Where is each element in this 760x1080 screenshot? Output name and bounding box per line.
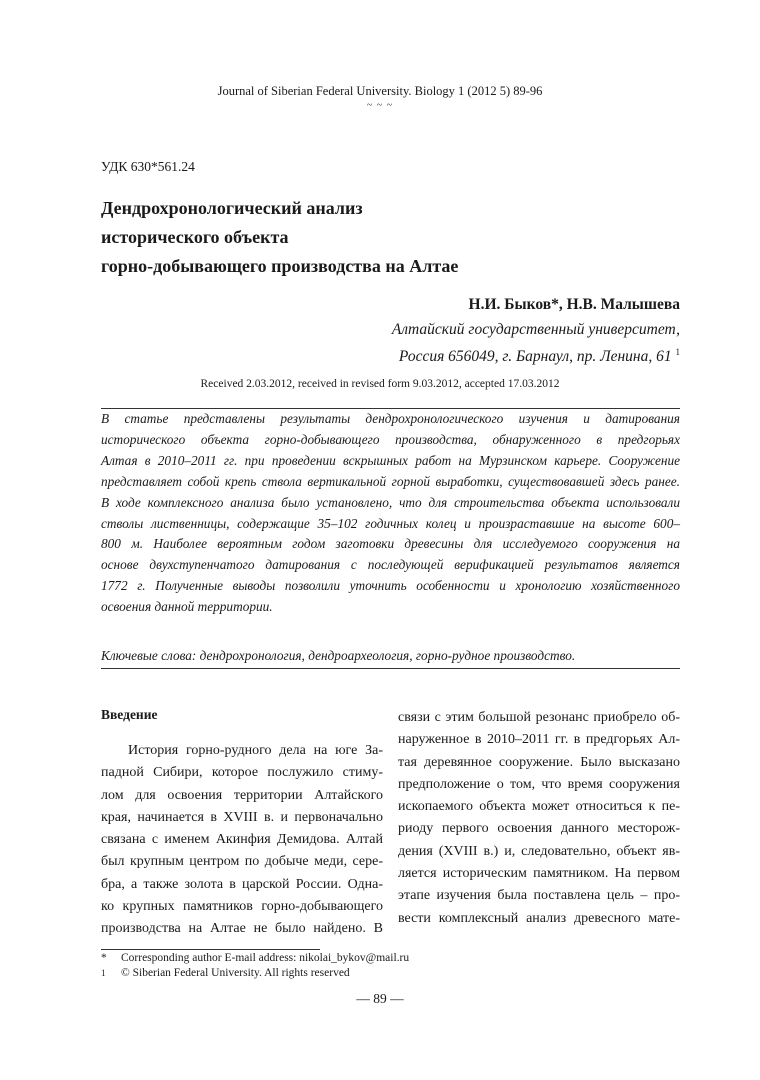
- abstract-line: освоения данной территории.: [101, 599, 273, 615]
- footnote-corresponding: [101, 952, 409, 964]
- section-heading: Введение: [101, 707, 158, 722]
- abstract: [101, 409, 680, 618]
- body-line: края, начинается в XVIII в. и первоначально: [101, 809, 383, 825]
- page-number: — 89 —: [356, 991, 404, 1006]
- header-ornament: ~ ~ ~: [366, 100, 394, 111]
- footnote-rule: [101, 949, 320, 950]
- footnote-text: Corresponding author E-mail address: nikolai_bykov@mail.ru: [121, 952, 410, 964]
- udk-code: УДК 630*561.24: [101, 159, 195, 174]
- title-line: исторического объекта: [101, 227, 289, 247]
- body-line: История горно-рудного дела на юге За-: [128, 743, 383, 758]
- body-line: этапе изучения была поставлена цель – про-: [398, 888, 680, 904]
- keywords-bottom-rule: [101, 668, 680, 669]
- body-line: падной Сибири, которое послужило стиму-: [101, 765, 383, 781]
- body-line: лом для освоения территории Алтайского: [101, 787, 383, 803]
- body-line: был крупным центром по добыче меди, сере-: [101, 854, 383, 870]
- body-line: тая деревянное сооружение. Было высказано: [398, 754, 680, 770]
- body-line: вести комплексный анализ древесного мате-: [398, 910, 680, 926]
- affiliation-footnote-mark: 1: [675, 347, 680, 357]
- affiliation-address: Россия 656049, г. Барнаул, пр. Ленина, 61: [398, 348, 672, 366]
- affiliation-line: Алтайский государственный университет,: [391, 321, 680, 338]
- abstract-line: стволы лиственницы, содержащие 35–102 годичных колец и произраставшие на высоте 600–: [101, 515, 680, 531]
- received-dates: Received 2.03.2012, received in revised form 9.03.2012, accepted 17.03.2012: [200, 378, 560, 390]
- abstract-line: В статье представлены результаты дендрохронологического изучения и датирования: [101, 411, 680, 426]
- body-line: предположение о том, что время сооружения: [398, 776, 680, 792]
- abstract-line: 800 м. Наиболее вероятным годом заготовки древесины для исследуемого сооружения на: [101, 536, 680, 552]
- title-line: Дендрохронологический анализ: [101, 198, 363, 218]
- body-line: наруженное в 2010–2011 гг. в предгорьях Ал-: [398, 732, 680, 748]
- right-column: [398, 707, 680, 930]
- keywords: Ключевые слова: дендрохронология, дендроархеология, горно-рудное производство.: [101, 648, 576, 663]
- body-line: ко крупных памятников горно-добывающего: [101, 899, 383, 915]
- body-line: риоду первого освоения данного месторож-: [398, 821, 680, 837]
- body-line: производства на Алтае не было найдено. В: [101, 921, 383, 937]
- left-column: [101, 740, 383, 941]
- abstract-line: представляет собой крепь ствола вертикальной горной выработки, существовавшей здесь ранее.: [101, 473, 680, 489]
- title-line: горно-добывающего производства на Алтае: [101, 256, 459, 276]
- abstract-line: исторического объекта горно-добывающего производства, обнаруженного в предгорьях: [101, 431, 680, 447]
- body-line: бра, а также золота в царской России. Одна-: [101, 876, 383, 892]
- footnote-copyright: [101, 967, 350, 979]
- affiliation-line: [392, 341, 680, 368]
- abstract-line: основе двухступенчатого датирования с последующей верификацией результатов является: [101, 557, 680, 573]
- abstract-line: 1772 г. Полученные выводы позволили уточнить особенности и хронологию хозяйственного: [101, 578, 680, 594]
- body-line: ископаемого объекта может относиться к пе-: [398, 799, 680, 815]
- abstract-line: Алтая в 2010–2011 гг. при проведении вскрышных работ на Мурзинском карьере. Сооружение: [101, 452, 680, 468]
- body-line: связана с именем Акинфия Демидова. Алтай: [101, 832, 383, 848]
- journal-header: Journal of Siberian Federal University. Biology 1 (2012 5) 89-96: [217, 84, 543, 98]
- body-line: дения (XVIII в.) и, следовательно, объект яв-: [398, 843, 680, 859]
- body-line: связи с этим большой резонанс приобрело об-: [398, 710, 680, 725]
- body-line: ляется историческим памятником. На первом: [398, 866, 680, 882]
- footnote-mark: 1: [101, 968, 106, 978]
- footnote-text: © Siberian Federal University. All rights reserved: [121, 967, 350, 979]
- footnote-mark: *: [101, 952, 107, 964]
- abstract-line: В ходе комплексного анализа было установлено, что для строительства объекта использовали: [101, 494, 680, 510]
- authors: Н.И. Быков*, Н.В. Малышева: [468, 296, 680, 313]
- affiliation: [392, 318, 680, 368]
- article-title: [101, 194, 661, 281]
